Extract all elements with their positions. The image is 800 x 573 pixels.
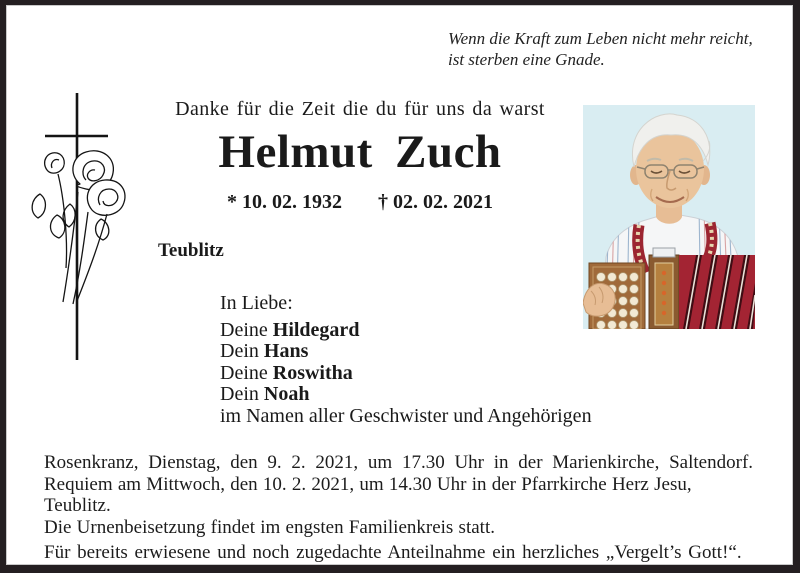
mourner-prefix: Deine bbox=[220, 318, 268, 341]
mourner-prefix: Dein bbox=[220, 340, 259, 362]
mourner-row bbox=[220, 320, 592, 342]
schedule-line: Rosenkranz, Dienstag, den 9. 2. 2021, um 17.30 Uhr in der Marienkirche, Saltendorf. bbox=[44, 452, 754, 473]
deceased-name: Helmut Zuch bbox=[218, 126, 502, 178]
mourner-name: Hildegard bbox=[272, 318, 360, 341]
mourner-prefix: Deine bbox=[220, 361, 268, 384]
thanks-line: Danke für die Zeit die du für uns da warst bbox=[175, 98, 545, 120]
schedule-line: Die Urnenbeisetzung findet im engsten Familienkreis statt. bbox=[44, 516, 495, 538]
mourner-row bbox=[220, 341, 592, 363]
headline-column bbox=[60, 0, 660, 214]
mourner-row bbox=[220, 363, 592, 385]
mourner-name: Roswitha bbox=[272, 361, 353, 384]
mourner-row bbox=[220, 384, 592, 406]
birth-date: * 10. 02. 1932 bbox=[227, 191, 342, 213]
closing-line: Für bereits erwiesene und noch zugedachte Anteilnahme ein herzliches „Vergelt’s Gott!“. bbox=[44, 542, 742, 563]
memorial-quote-line2: ist sterben eine Gnade. bbox=[448, 50, 605, 69]
mourner-name: Noah bbox=[263, 383, 310, 405]
schedule-block bbox=[44, 452, 756, 564]
mourner-prefix: Dein bbox=[220, 383, 259, 405]
salutation: In Liebe: bbox=[220, 292, 293, 314]
city-label: Teublitz bbox=[158, 240, 224, 261]
mourner-name: Hans bbox=[263, 340, 309, 362]
schedule-line: Requiem am Mittwoch, den 10. 2. 2021, um 14.30 Uhr in der Pfarrkirche Herz Jesu, Teublitz. bbox=[44, 473, 692, 516]
death-date: † 02. 02. 2021 bbox=[378, 191, 493, 213]
memorial-quote-line1: Wenn die Kraft zum Leben nicht mehr reicht, bbox=[448, 29, 753, 48]
mourners-block bbox=[220, 293, 592, 427]
mourners-suffix: im Namen aller Geschwister und Angehörigen bbox=[220, 404, 592, 427]
life-dates bbox=[60, 191, 660, 214]
